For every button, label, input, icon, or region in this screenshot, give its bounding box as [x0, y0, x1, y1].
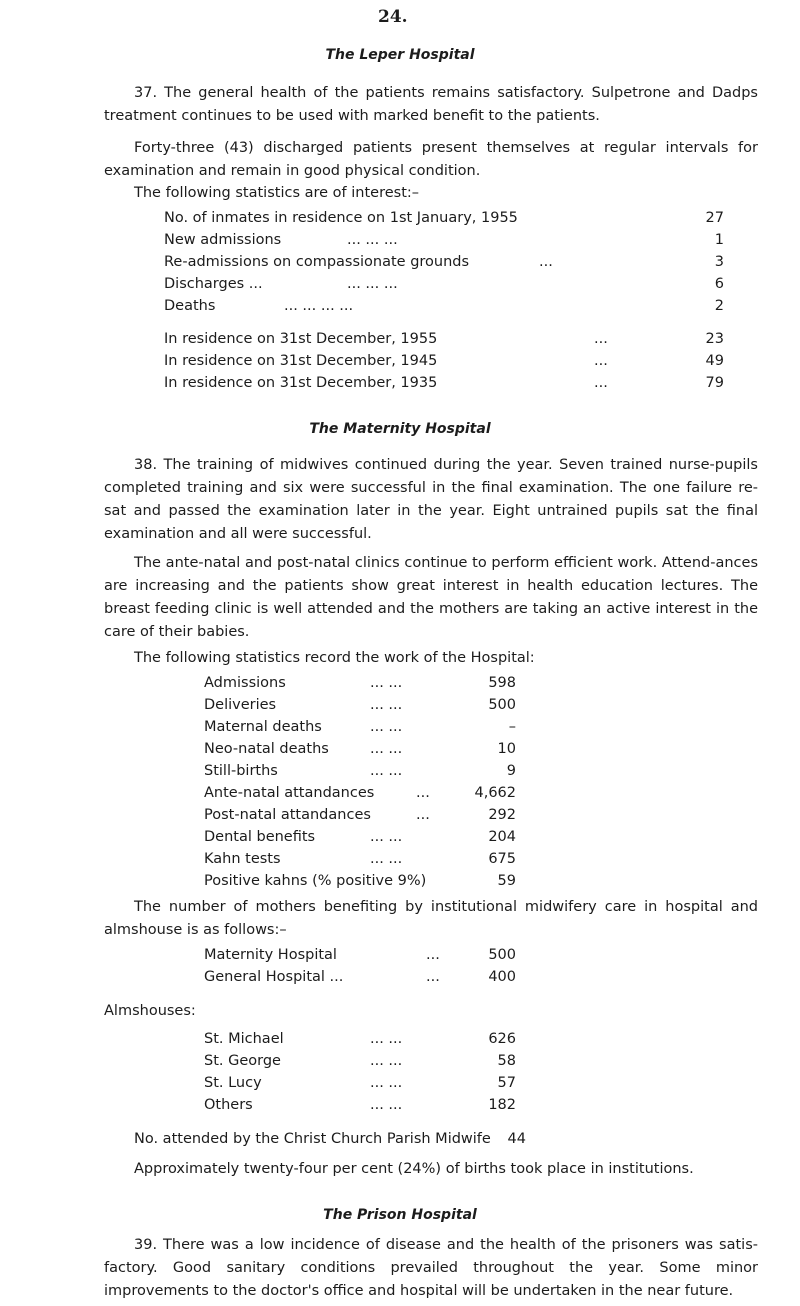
- stat-value: 6: [714, 276, 724, 292]
- stat-label: Ante-natal attandances: [204, 785, 375, 801]
- stat-leader-dots: ... ...: [370, 829, 403, 845]
- stat-label: Deliveries: [204, 697, 277, 713]
- stat-label: Others: [204, 1097, 253, 1113]
- stat-leader-dots: ... ...: [370, 741, 403, 757]
- maternity-stat-row: [204, 870, 516, 892]
- prison-paragraph-39: 39. There was a low incidence of disease and the health of the prisoners was satis-factory. Good sanitary conditions prevailed throughout the year. Some minor improvements to the doctor's office and hospital will be undertaken in the near future.: [104, 1237, 758, 1299]
- leper-stat-row: [164, 207, 724, 229]
- almshouse-row: [204, 1094, 516, 1116]
- stat-label: St. Michael: [204, 1031, 284, 1047]
- midwife-value: 44: [507, 1131, 526, 1147]
- stat-leader-dots: ... ... ...: [347, 232, 398, 248]
- stat-value: 3: [714, 254, 724, 270]
- stat-label: Re-admissions on compassionate grounds: [164, 254, 470, 270]
- stat-label: Deaths: [164, 298, 216, 314]
- stat-label: Kahn tests: [204, 851, 281, 867]
- stat-label: Admissions: [204, 675, 286, 691]
- stat-leader-dots: ...: [416, 807, 430, 823]
- stat-label: New admissions: [164, 232, 282, 248]
- maternity-stat-row: [204, 782, 516, 804]
- hospital-row: [204, 966, 516, 988]
- leper-residence-row: [164, 350, 724, 372]
- stat-label: Still-births: [204, 763, 278, 779]
- stat-value: 10: [497, 741, 516, 757]
- stat-label: In residence on 31st December, 1955: [164, 331, 438, 347]
- stat-leader-dots: ... ...: [370, 719, 403, 735]
- stat-leader-dots: ...: [594, 375, 608, 391]
- maternity-stats-intro: The following statistics record the work of the Hospital:: [134, 650, 535, 666]
- stat-label: Dental benefits: [204, 829, 316, 845]
- stat-label: Positive kahns (% positive 9%): [204, 873, 427, 889]
- leper-stat-row: [164, 229, 724, 251]
- stat-value: 292: [488, 807, 516, 823]
- stat-value: 59: [497, 873, 516, 889]
- stat-label: General Hospital ...: [204, 969, 344, 985]
- leper-residence-row: [164, 328, 724, 350]
- maternity-stat-row: [204, 694, 516, 716]
- maternity-stat-row: [204, 826, 516, 848]
- stat-value: 675: [488, 851, 516, 867]
- leper-paragraph-37: 37. The general health of the patients remains satisfactory. Sulpetrone and Dadps treatment continues to be used with marked benefit to the patients.: [104, 85, 758, 124]
- page-number: 24.: [378, 7, 408, 27]
- leper-stat-row: [164, 295, 724, 317]
- maternity-stat-row: [204, 848, 516, 870]
- stat-value: 204: [488, 829, 516, 845]
- leper-stat-row: [164, 251, 724, 273]
- stat-label: In residence on 31st December, 1945: [164, 353, 438, 369]
- stat-value: 500: [488, 947, 516, 963]
- stat-value: 58: [497, 1053, 516, 1069]
- stat-value: 4,662: [474, 785, 516, 801]
- stat-value: 400: [488, 969, 516, 985]
- stat-leader-dots: ...: [594, 331, 608, 347]
- stat-leader-dots: ...: [426, 969, 440, 985]
- maternity-paragraph-38: 38. The training of midwives continued during the year. Seven trained nurse-pupils completed training and six were successful in the final examination. The one failure re-sat and passed the examination later in the year. Eight untrained pupils sat the final examination and all were successful.: [104, 457, 758, 542]
- stat-value: 182: [488, 1097, 516, 1113]
- stat-leader-dots: ... ...: [370, 697, 403, 713]
- stat-leader-dots: ... ...: [370, 851, 403, 867]
- stat-value: 626: [488, 1031, 516, 1047]
- stat-label: Maternal deaths: [204, 719, 322, 735]
- stat-value: 23: [705, 331, 724, 347]
- stat-value: 57: [497, 1075, 516, 1091]
- leper-stats-intro: The following statistics are of interest:–: [134, 185, 420, 201]
- almshouse-row: [204, 1050, 516, 1072]
- stat-leader-dots: ... ... ... ...: [284, 298, 354, 314]
- stat-leader-dots: ... ...: [370, 1097, 403, 1113]
- leper-residence-row: [164, 372, 724, 394]
- stat-value: 79: [705, 375, 724, 391]
- stat-label: Maternity Hospital: [204, 947, 337, 963]
- stat-value: 598: [488, 675, 516, 691]
- stat-leader-dots: ...: [539, 254, 553, 270]
- stat-label: St. George: [204, 1053, 281, 1069]
- stat-leader-dots: ...: [594, 353, 608, 369]
- almshouses-label: Almshouses:: [104, 1003, 196, 1019]
- leper-paragraph-discharged: Forty-three (43) discharged patients present themselves at regular intervals for examination and remain in good physical condition.: [104, 140, 758, 179]
- leper-stat-row: [164, 273, 724, 295]
- stat-label: St. Lucy: [204, 1075, 262, 1091]
- maternity-stat-row: [204, 804, 516, 826]
- almshouse-row: [204, 1028, 516, 1050]
- stat-value: –: [508, 719, 516, 735]
- stat-value: 27: [705, 210, 724, 226]
- stat-value: 1: [714, 232, 724, 248]
- stat-value: 500: [488, 697, 516, 713]
- stat-leader-dots: ... ... ...: [347, 276, 398, 292]
- stat-value: 49: [705, 353, 724, 369]
- hospital-row: [204, 944, 516, 966]
- midwife-label: No. attended by the Christ Church Parish Midwife: [134, 1131, 491, 1147]
- stat-leader-dots: ... ...: [370, 675, 403, 691]
- leper-hospital-title: The Leper Hospital: [325, 47, 475, 63]
- stat-leader-dots: ... ...: [370, 763, 403, 779]
- stat-label: No. of inmates in residence on 1st January, 1955: [164, 210, 518, 226]
- stat-value: 9: [506, 763, 516, 779]
- stat-leader-dots: ... ...: [370, 1053, 403, 1069]
- stat-leader-dots: ...: [416, 785, 430, 801]
- mothers-benefiting-paragraph: The number of mothers benefiting by institutional midwifery care in hospital and almshouse is as follows:–: [104, 899, 758, 938]
- almshouse-row: [204, 1072, 516, 1094]
- stat-value: 2: [714, 298, 724, 314]
- midwife-row: [134, 1128, 526, 1150]
- maternity-hospital-title: The Maternity Hospital: [309, 421, 491, 437]
- stat-label: Post-natal attandances: [204, 807, 371, 823]
- stat-leader-dots: ... ...: [370, 1075, 403, 1091]
- maternity-stat-row: [204, 738, 516, 760]
- institutional-births-note: Approximately twenty-four per cent (24%) of births took place in institutions.: [134, 1161, 694, 1177]
- stat-label: Discharges ...: [164, 276, 263, 292]
- maternity-stat-row: [204, 716, 516, 738]
- maternity-paragraph-clinics: The ante-natal and post-natal clinics continue to perform efficient work. Attend-ances are increasing and the patients show great interest in health education lectures. The breast feeding clinic is well attended and the mothers are taking an active interest in the care of their babies.: [104, 555, 758, 640]
- maternity-stat-row: [204, 672, 516, 694]
- stat-leader-dots: ...: [426, 947, 440, 963]
- stat-leader-dots: ... ...: [370, 1031, 403, 1047]
- prison-hospital-title: The Prison Hospital: [323, 1207, 477, 1223]
- stat-label: Neo-natal deaths: [204, 741, 329, 757]
- maternity-stat-row: [204, 760, 516, 782]
- stat-label: In residence on 31st December, 1935: [164, 375, 438, 391]
